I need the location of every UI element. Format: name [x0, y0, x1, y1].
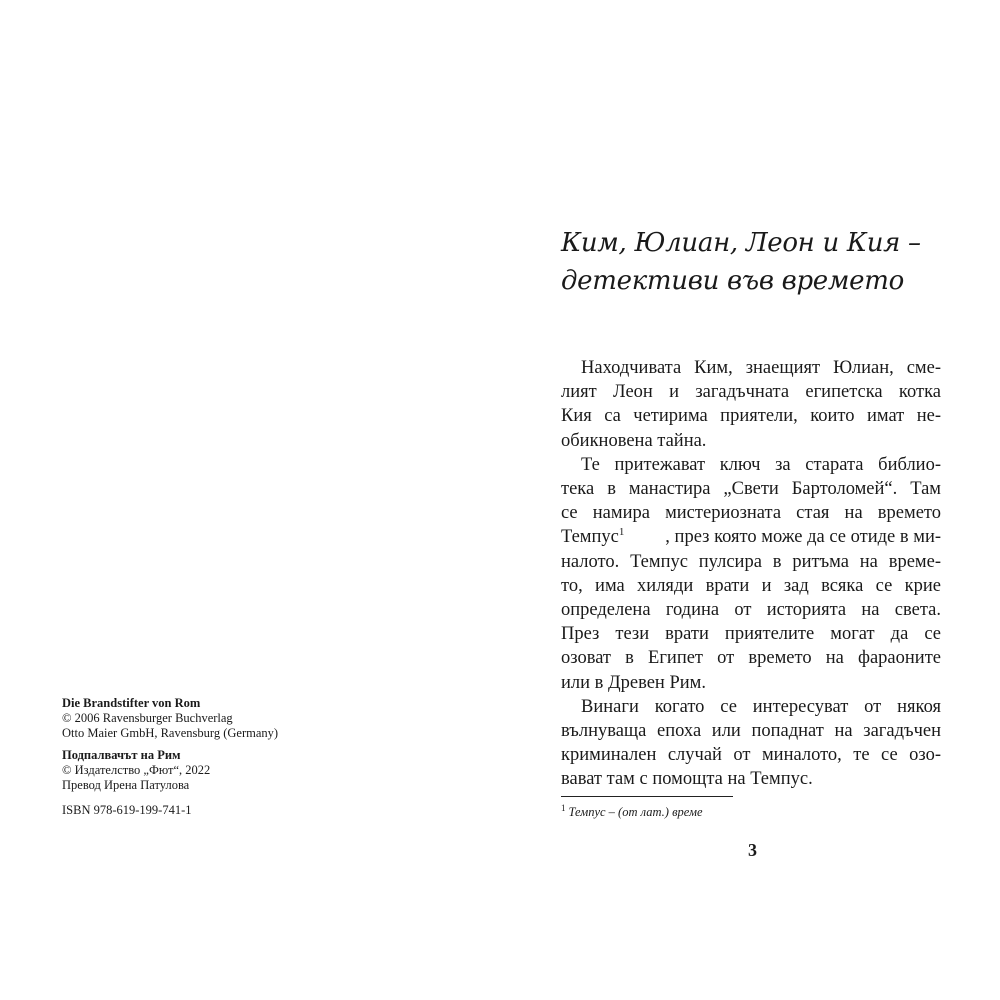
body-text	[561, 356, 941, 792]
text-line: криминален случай от миналото, те се озо-	[561, 745, 941, 766]
original-title: Die Brandstifter von Rom	[62, 696, 201, 710]
original-publisher: Otto Maier GmbH, Ravensburg (Germany)	[62, 726, 279, 740]
text-line: обикновена тайна.	[561, 430, 707, 451]
paragraph	[561, 695, 941, 792]
text-line: то, има хиляди врати и зад всяка се крие	[561, 575, 941, 596]
footnote-divider	[561, 796, 733, 797]
text-line: вават там с помощта на Темпус.	[561, 769, 813, 790]
text-line: Те притежават ключ за старата библио-	[581, 454, 941, 475]
tempus-text: Темпус	[561, 527, 619, 548]
text-line: През тези врати приятелите могат да се	[561, 624, 941, 645]
text-line: определена година от историята на света.	[561, 600, 941, 621]
footnote-reference: 1	[618, 526, 625, 539]
title-line: детективи във времето	[561, 266, 904, 296]
footnote-marker: 1	[561, 803, 566, 813]
text-line: Кия са четирима приятели, които имат не-	[561, 406, 941, 427]
text-line: налото. Темпус пулсира в ритъма на време-	[561, 551, 941, 572]
title-line: Ким, Юлиан, Леон и Кия –	[561, 228, 921, 258]
paragraph	[561, 356, 941, 453]
text-line: Винаги когато се интересуват от някоя	[581, 696, 941, 717]
translator-credit: Превод Ирена Патулова	[62, 778, 190, 792]
isbn: ISBN 978-619-199-741-1	[62, 803, 192, 817]
text-line: се намира мистериозната стая на времето	[561, 503, 941, 524]
text-line	[561, 525, 941, 549]
copyright-imprint	[62, 696, 362, 818]
original-edition-block	[62, 696, 362, 741]
footnote-text: Темпус – (от лат.) време	[568, 805, 703, 820]
footnote	[561, 803, 941, 820]
text-line: озоват в Египет от времето на фараоните	[561, 648, 941, 669]
tempus-word	[561, 525, 624, 549]
text-line: тека в манастира „Свети Бартоломей“. Там	[561, 479, 941, 500]
paragraph	[561, 453, 941, 695]
line-continuation: , през която може да се отиде в ми-	[665, 527, 941, 548]
text-line: Находчивата Ким, знаещият Юлиан, сме-	[581, 358, 941, 378]
text-line: лият Леон и загадъчната египетска котка	[561, 382, 941, 403]
chapter-title	[561, 224, 941, 300]
page-number: 3	[748, 840, 757, 860]
original-copyright: © 2006 Ravensburger Buchverlag	[62, 711, 233, 725]
bulgarian-edition-block	[62, 748, 362, 793]
text-line: вълнуваща епоха или попаднат на загадъчен	[561, 721, 941, 742]
bulgarian-copyright: © Издателство „Фют“, 2022	[62, 763, 211, 777]
bulgarian-title: Подпалвачът на Рим	[62, 748, 181, 762]
text-line: или в Древен Рим.	[561, 672, 706, 693]
